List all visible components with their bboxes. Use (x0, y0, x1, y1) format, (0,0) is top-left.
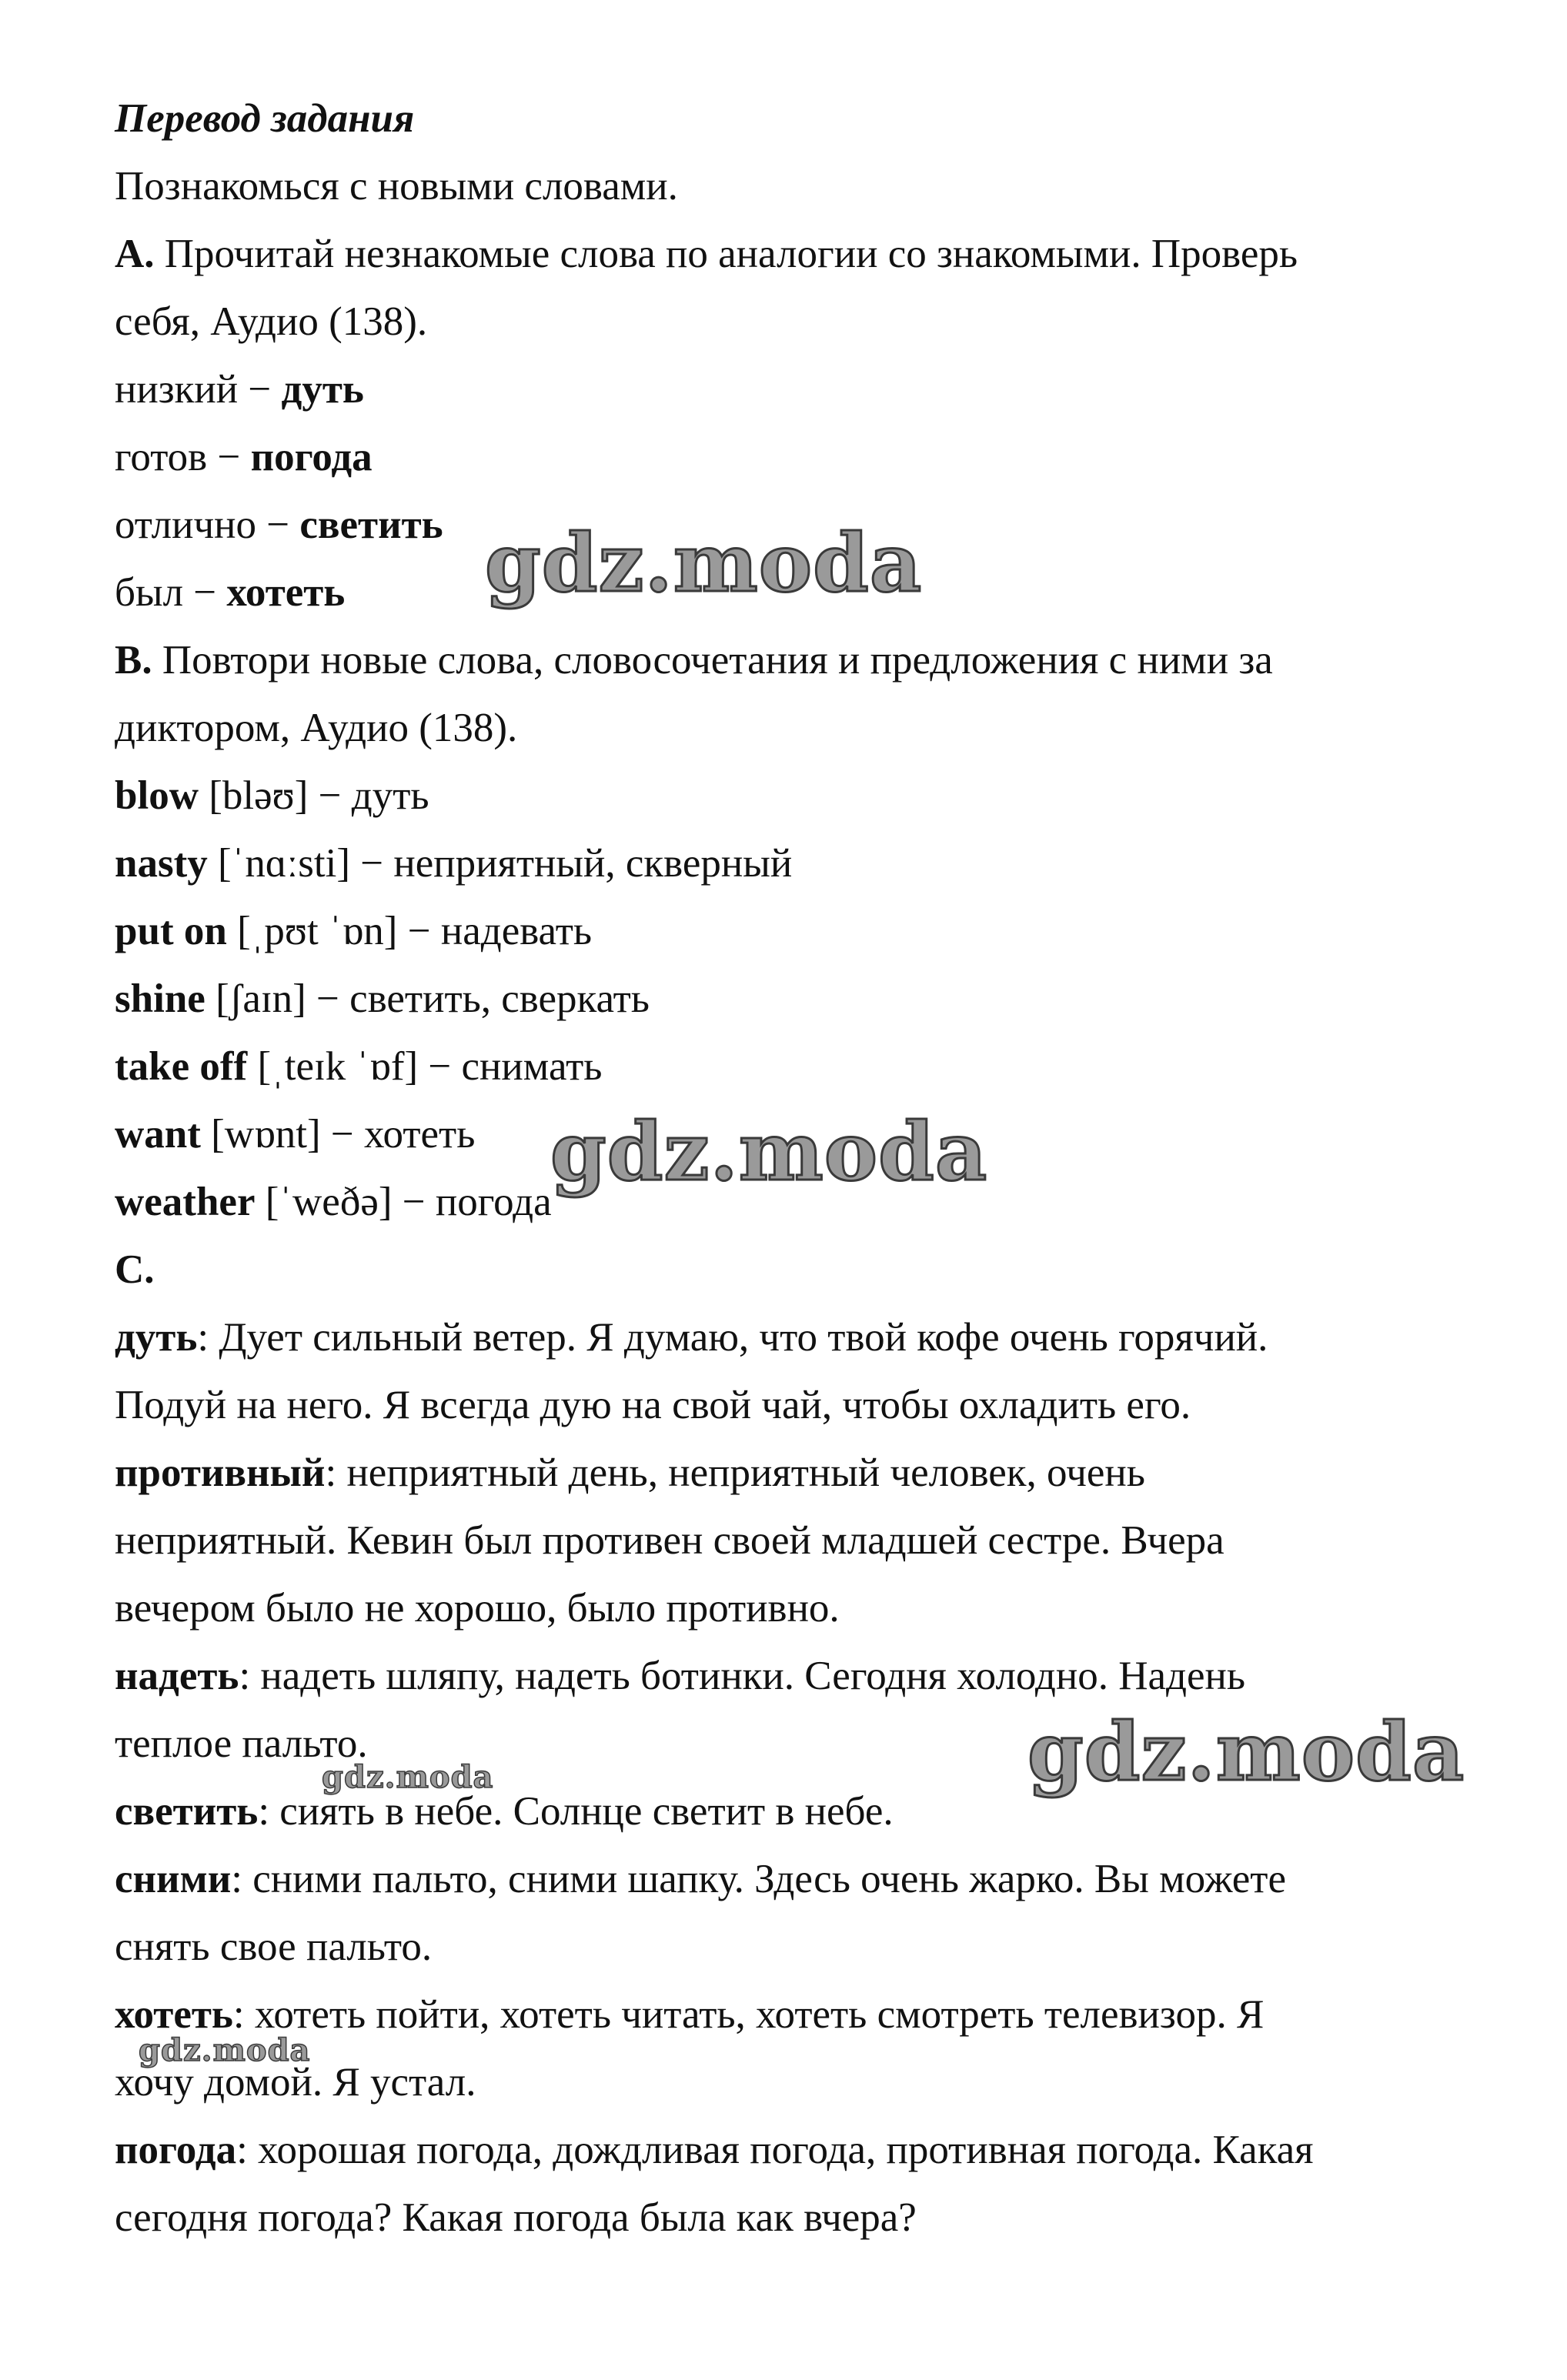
section-c-label: С. (115, 1247, 155, 1292)
example-line: неприятный. Кевин был противен своей младшей сестре. Вчера (115, 1518, 1225, 1563)
vocab-item (115, 965, 1492, 1033)
vocab-definition: [ˌteɪk ˈɒf] − снимать (247, 1044, 603, 1089)
example-text: : надеть шляпу, надеть ботинки. Сегодня холодно. Надень (239, 1654, 1246, 1698)
example-text: : хотеть пойти, хотеть читать, хотеть смотреть телевизор. Я (232, 1992, 1265, 2037)
example-text: : сними пальто, сними шапку. Здесь очень жарко. Вы можете (231, 1857, 1286, 1901)
known-word: готов − (115, 435, 251, 479)
example-line: снять свое пальто. (115, 1924, 433, 1969)
new-word: светить (299, 502, 443, 547)
vocab-word: blow (115, 773, 199, 818)
known-word: отлично − (115, 502, 300, 547)
example-text: : сиять в небе. Солнце светит в небе. (258, 1789, 894, 1834)
section-b-text-cont: диктором, Аудио (138). (115, 706, 518, 750)
word-pair (115, 355, 1492, 423)
vocab-item (115, 829, 1492, 897)
page-title: Перевод задания (115, 96, 415, 141)
vocab-definition: [bləʊ] − дуть (198, 773, 429, 818)
watermark: gdz.moda (139, 2032, 311, 2068)
example-line: сегодня погода? Какая погода была как вчера? (115, 2195, 917, 2240)
new-word: погода (250, 435, 373, 479)
vocab-word: nasty (115, 841, 208, 886)
vocab-item (115, 897, 1492, 965)
example-term: противный (115, 1450, 326, 1495)
section-a-text-cont: себя, Аудио (138). (115, 299, 428, 344)
example-line: хочу домой. Я устал. (115, 2060, 476, 2105)
vocab-definition: [ʃaɪn] − светить, сверкать (205, 976, 650, 1021)
section-a-text: Прочитай незнакомые слова по аналогии со знакомыми. Проверь (154, 232, 1298, 276)
example-line (115, 1642, 1492, 1710)
vocab-word: weather (115, 1180, 256, 1224)
example-text: : хорошая погода, дождливая погода, противная погода. Какая (236, 2128, 1314, 2172)
intro-text: Познакомься с новыми словами. (115, 164, 678, 209)
vocab-word: want (115, 1112, 201, 1157)
vocab-item (115, 1033, 1492, 1100)
example-line: вечером было не хорошо, было противно. (115, 1586, 840, 1631)
known-word: был − (115, 570, 227, 615)
section-a-heading (115, 220, 1492, 288)
vocab-definition: [ˈnɑːsti] − неприятный, скверный (207, 841, 793, 886)
example-term: дуть (115, 1315, 198, 1360)
example-term: погода (115, 2128, 237, 2172)
example-text: : Дует сильный ветер. Я думаю, что твой кофе очень горячий. (197, 1315, 1268, 1360)
example-line (115, 1303, 1492, 1371)
new-word: хотеть (226, 570, 346, 615)
example-line (115, 1845, 1492, 1913)
section-a-label: А. (115, 232, 155, 276)
new-word: дуть (281, 367, 364, 412)
example-line: Подуй на него. Я всегда дую на свой чай, чтобы охладить его. (115, 1383, 1191, 1427)
section-c-heading (115, 1236, 1492, 1303)
watermark: gdz.moda (485, 516, 923, 610)
example-text: : неприятный день, неприятный человек, очень (325, 1450, 1145, 1495)
example-line (115, 2116, 1492, 2184)
example-line: теплое пальто. (115, 1721, 368, 1766)
vocab-definition: [ˌpʊt ˈɒn] − надевать (226, 909, 593, 953)
vocab-word: shine (115, 976, 205, 1021)
watermark: gdz.moda (550, 1104, 988, 1199)
example-term: светить (115, 1789, 259, 1834)
section-b-text: Повтори новые слова, словосочетания и предложения с ними за (152, 638, 1273, 683)
known-word: низкий − (115, 367, 282, 412)
vocab-word: put on (115, 909, 227, 953)
example-term: надеть (115, 1654, 239, 1698)
section-b-heading (115, 626, 1492, 694)
section-b-label: В. (115, 638, 152, 683)
example-line (115, 1439, 1492, 1507)
watermark: gdz.moda (322, 1759, 494, 1795)
example-term: сними (115, 1857, 232, 1901)
example-line (115, 1981, 1492, 2048)
word-pair (115, 423, 1492, 491)
vocab-definition: [wɒnt] − хотеть (200, 1112, 476, 1157)
example-term: хотеть (115, 1992, 233, 2037)
vocab-word: take off (115, 1044, 248, 1089)
vocab-item (115, 762, 1492, 829)
vocab-definition: [ˈweðə] − погода (255, 1180, 552, 1224)
watermark: gdz.moda (1027, 1704, 1465, 1799)
